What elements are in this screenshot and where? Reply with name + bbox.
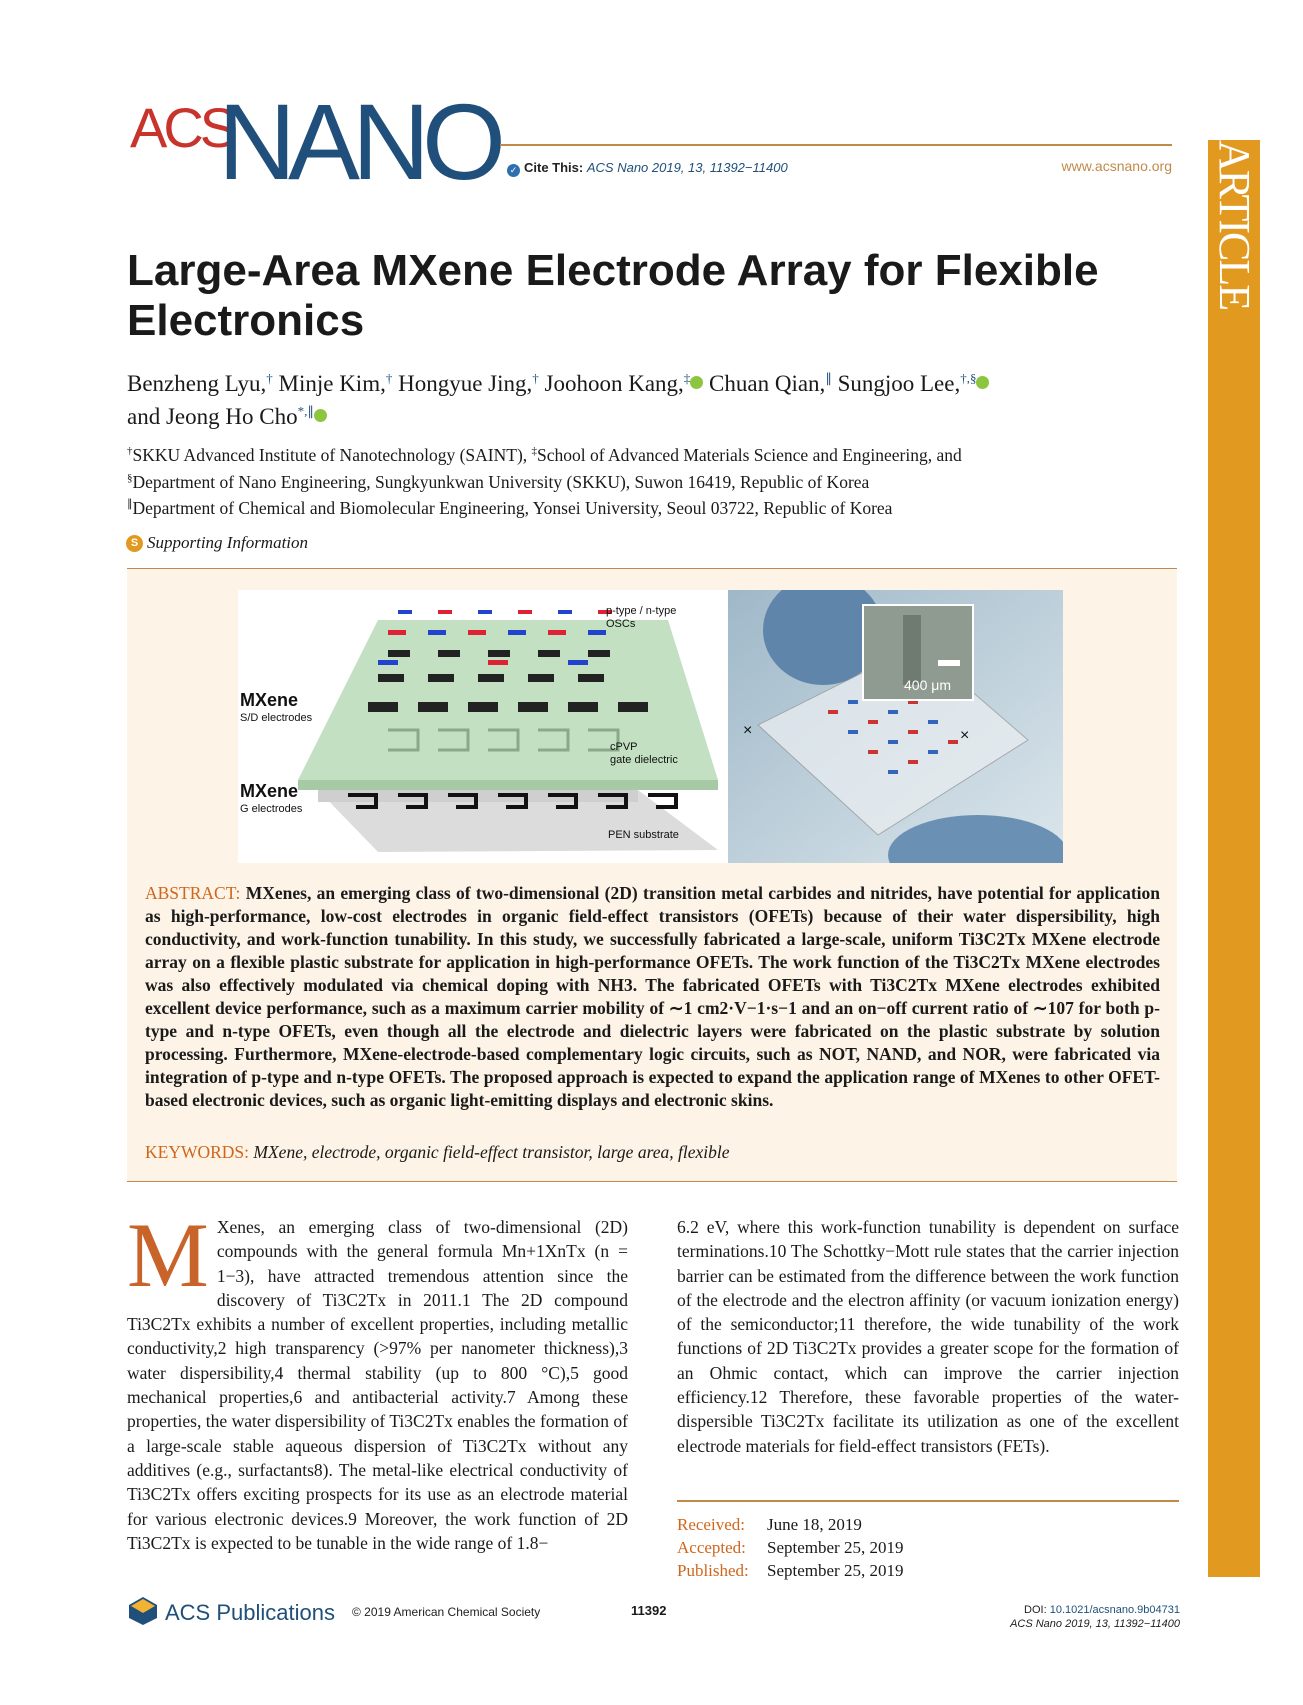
journal-website-link[interactable]: www.acsnano.org bbox=[1061, 158, 1172, 174]
fig-label-g: G electrodes bbox=[240, 803, 303, 815]
acs-hexagon-icon bbox=[127, 1596, 159, 1626]
dates-rule bbox=[677, 1500, 1179, 1502]
fig-label-sd: S/D electrodes bbox=[240, 712, 313, 724]
fig-label-cpvp: cPVP bbox=[610, 741, 638, 753]
toc-graphic bbox=[238, 590, 1063, 863]
affiliation-2: ∥Department of Chemical and Biomolecular Engineering, Yonsei University, Seoul 03722, Republic of Korea bbox=[127, 497, 893, 518]
date-published: Published: September 25, 2019 bbox=[677, 1561, 904, 1580]
fig-label-osc: p-type / n-type bbox=[606, 605, 677, 617]
publication-dates bbox=[677, 1513, 903, 1582]
check-icon: ✓ bbox=[507, 164, 520, 177]
fig-label-pen: PEN substrate bbox=[608, 829, 679, 841]
body-column-1: M Xenes, an emerging class of two-dimensional (2D) compounds with the general formula Mn+1XnTx (n = 1−3), have attracted tremendous attention since the discovery of Ti3C2Tx in 2011.1 The 2D compound Ti3C2Tx exhibits a number of excellent properties, including metallic conductivity,2 high transparency (>97% per nanometer thickness),3 water dispersibility,4 thermal stability (up to 800 °C),5 good mechanical properties,6 and antibacterial activity.7 Among these properties, the water dispersibility of Ti3C2Tx enables the formation of a large-scale stable aqueous dispersion of Ti3C2Tx without any additives (e.g., surfactants8). The metal-like electrical conductivity of Ti3C2Tx offers exciting prospects for its use as an electrode material for various electronic devices.9 Moreover, the work function of 2D Ti3C2Tx is expected to be tunable in the wide range of 1.8− bbox=[127, 1204, 628, 1553]
date-received: Received: June 18, 2019 bbox=[677, 1515, 862, 1534]
orcid-icon[interactable] bbox=[976, 376, 989, 389]
acs-publications-logo[interactable]: ACS Publications bbox=[127, 1596, 335, 1626]
page-number: 11392 bbox=[631, 1603, 667, 1618]
journal-logo-nano: NANO bbox=[218, 81, 499, 202]
svg-text:×: × bbox=[743, 722, 753, 739]
author-2[interactable]: Minje Kim,† bbox=[278, 370, 393, 396]
abstract-text: ABSTRACT: MXenes, an emerging class of two-dimensional (2D) transition metal carbides and nitrides, have potential for application as high-performance, low-cost electrodes in organic field-effect transistors (OFETs) because of their water dispersibility, high conductivity, and work-function tunability. In this study, we successfully fabricated a large-scale, uniform Ti3C2Tx MXene electrode array on a flexible plastic substrate for application in high-performance OFETs. The work function of the Ti3C2Tx MXene electrodes was also effectively modulated via chemical doping with NH3. The fabricated OFETs with Ti3C2Tx MXene electrodes exhibited excellent device performance, such as a maximum carrier mobility of ∼1 cm2·V−1·s−1 and an on−off current ratio of ∼107 for both p-type and n-type OFETs, even though all the electrode and dielectric layers were fabricated on the plastic substrate by solution processing. Furthermore, MXene-electrode-based complementary logic circuits, such as NOT, NAND, and NOR, were fabricated via integration of p-type and n-type OFETs. The proposed approach is expected to expand the application range of MXenes to other OFET-based electronic devices, such as organic light-emitting displays and electronic skins. bbox=[145, 883, 1161, 1110]
author-5[interactable]: Chuan Qian,∥ bbox=[709, 370, 832, 396]
journal-logo-acs: ACS bbox=[130, 96, 234, 159]
copyright: © 2019 American Chemical Society bbox=[352, 1605, 541, 1619]
abstract-label: ABSTRACT: bbox=[145, 883, 241, 903]
article-side-label: ARTICLE bbox=[1210, 140, 1259, 310]
author-1[interactable]: Benzheng Lyu,† bbox=[127, 370, 273, 396]
header-rule bbox=[500, 144, 1172, 146]
affiliation-1: †SKKU Advanced Institute of Nanotechnology (SAINT), ‡School of Advanced Materials Science and Engineering, and §Department of Nano Engineering, Sungkyunkwan University (SKKU), Suwon 16419, Republic of Korea bbox=[127, 444, 962, 492]
fig-label-osc2: OSCs bbox=[606, 618, 636, 630]
author-7[interactable]: and Jeong Ho Cho*,∥ bbox=[127, 404, 327, 429]
dropcap: M bbox=[127, 1204, 209, 1306]
body-column-2: 6.2 eV, where this work-function tunability is dependent on surface terminations.10 The Schottky−Mott rule states that the carrier injection barrier can be estimated from the difference between the work function of the electrode and the electron affinity (or vacuum ionization energy) of the semiconductor;11 therefore, the wide tunability of the work functions of 2D Ti3C2Tx provides a greater scope for the formation of an Ohmic contact, which can improve the carrier injection efficiency.12 Therefore, these favorable properties of the water-dispersible Ti3C2Tx facilitate its utilization as one of the excellent electrode materials for field-effect transistors (FETs). bbox=[677, 1217, 1179, 1456]
supporting-information-link[interactable]: S Supporting Information bbox=[147, 533, 308, 553]
svg-text:×: × bbox=[960, 727, 970, 744]
fig-scale-bar: 400 μm bbox=[904, 677, 951, 693]
doi-link[interactable]: 10.1021/acsnano.9b04731 bbox=[1049, 1604, 1180, 1616]
article-side-bar bbox=[1208, 140, 1260, 1577]
cite-this[interactable] bbox=[507, 160, 788, 177]
supporting-info-icon: S bbox=[126, 535, 143, 552]
keywords-label: KEYWORDS: bbox=[145, 1142, 250, 1162]
fig-label-cpvp2: gate dielectric bbox=[610, 754, 678, 766]
author-6[interactable]: Sungjoo Lee,†,§ bbox=[838, 371, 990, 396]
fig-label-g-title: MXene bbox=[240, 781, 299, 801]
author-list bbox=[127, 364, 1177, 431]
journal-ref: ACS Nano 2019, 13, 11392−11400 bbox=[1010, 1618, 1180, 1630]
article-title: Large-Area MXene Electrode Array for Flexible Electronics bbox=[127, 246, 1099, 345]
author-4[interactable]: Joohoon Kang,‡ bbox=[545, 371, 704, 396]
doi-block: DOI: 10.1021/acsnano.9b04731 ACS Nano 2019, 13, 11392−11400 bbox=[1010, 1604, 1180, 1630]
orcid-icon[interactable] bbox=[690, 376, 703, 389]
keywords: KEYWORDS: MXene, electrode, organic field-effect transistor, large area, flexible bbox=[145, 1142, 730, 1162]
cite-label: Cite This: bbox=[524, 160, 584, 175]
orcid-icon[interactable] bbox=[314, 409, 327, 422]
date-accepted: Accepted: September 25, 2019 bbox=[677, 1538, 904, 1557]
cite-ref[interactable]: ACS Nano 2019, 13, 11392−11400 bbox=[586, 160, 788, 175]
author-3[interactable]: Hongyue Jing,† bbox=[398, 370, 539, 396]
fig-label-sd-title: MXene bbox=[240, 690, 299, 710]
